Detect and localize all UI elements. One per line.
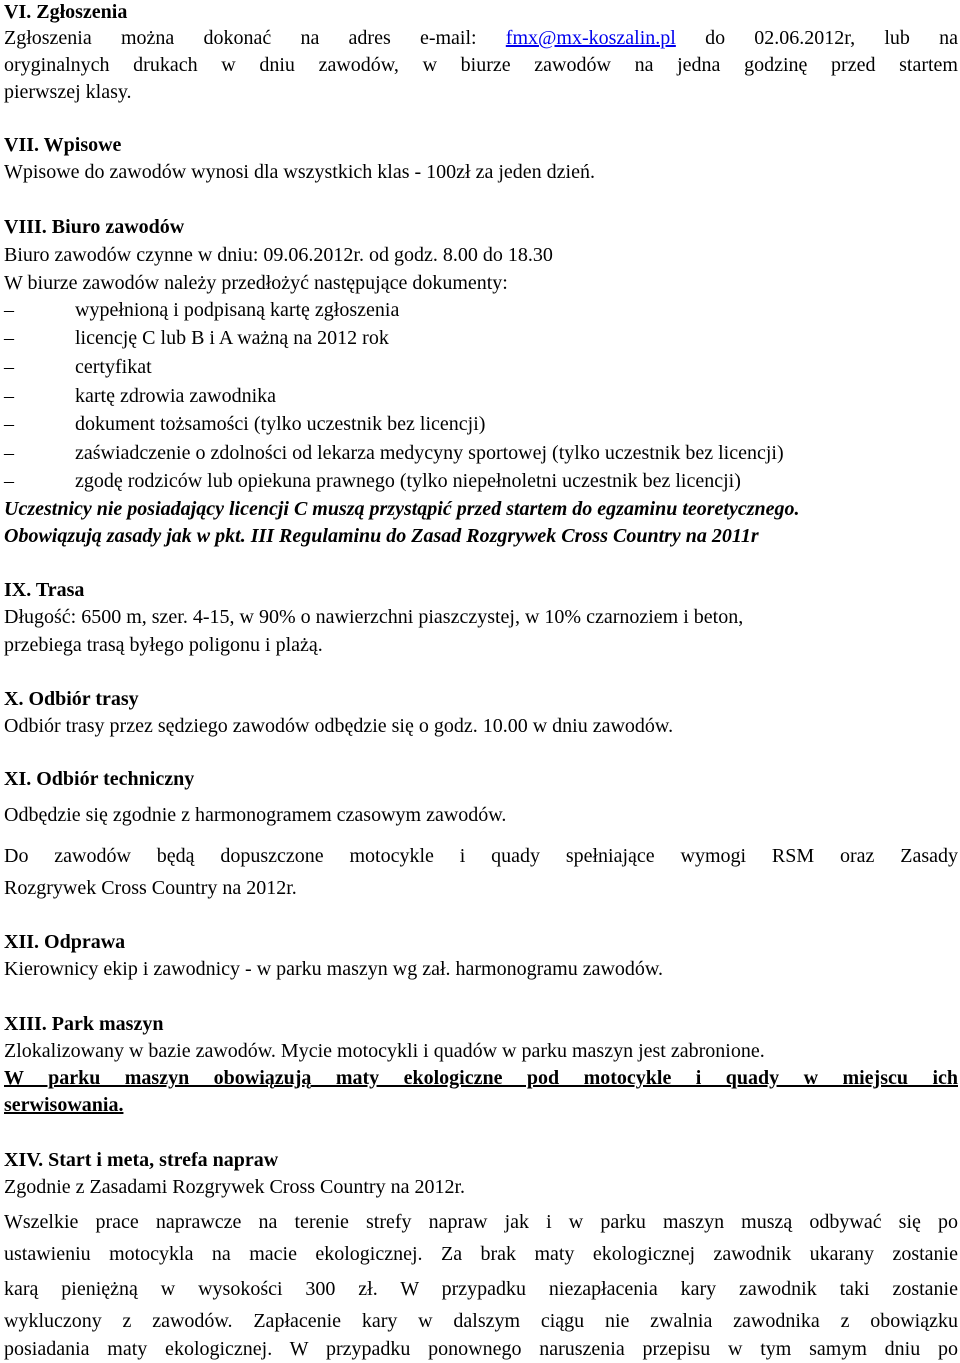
paragraph-line: Do zawodów będą dopuszczone motocykle i quady spełniające wymogi RSM oraz Zasady <box>4 845 958 867</box>
list-bullet: – <box>4 442 14 464</box>
paragraph-line <box>4 26 958 50</box>
paragraph-line: Kierownicy ekip i zawodnicy - w parku maszyn wg zał. harmonogramu zawodów. <box>4 958 664 980</box>
list-item: dokument tożsamości (tylko uczestnik bez licencji) <box>75 413 486 435</box>
emphasis-line: serwisowania. <box>4 1094 124 1116</box>
list-item: certyfikat <box>75 356 152 378</box>
paragraph-line: Odbędzie się zgodnie z harmonogramem czasowym zawodów. <box>4 804 507 826</box>
note-line: Obowiązują zasady jak w pkt. III Regulaminu do Zasad Rozgrywek Cross Country na 2011r <box>4 525 759 547</box>
paragraph-line: ustawieniu motocykla na macie ekologicznej. Za brak maty ekologicznej zawodnik ukarany zostanie <box>4 1243 958 1265</box>
paragraph-line: wykluczony z zawodów. Zapłacenie kary w dalszym ciągu nie zwalnia zawodnika z obowiązku <box>4 1310 958 1332</box>
list-bullet: – <box>4 356 14 378</box>
list-item: kartę zdrowia zawodnika <box>75 385 277 407</box>
list-bullet: – <box>4 327 14 349</box>
section-heading-wpisowe: VII. Wpisowe <box>4 134 122 156</box>
note-line: Uczestnicy nie posiadający licencji C muszą przystąpić przed startem do egzaminu teoretycznego. <box>4 498 800 520</box>
section-heading-odprawa: XII. Odprawa <box>4 931 126 953</box>
paragraph-line: Zlokalizowany w bazie zawodów. Mycie motocykli i quadów w parku maszyn jest zabronione. <box>4 1040 765 1062</box>
paragraph-line: Zgodnie z Zasadami Rozgrywek Cross Country na 2012r. <box>4 1176 466 1198</box>
list-item: licencję C lub B i A ważną na 2012 rok <box>75 327 389 349</box>
paragraph-line: oryginalnych drukach w dniu zawodów, w biurze zawodów na jedna godzinę przed startem <box>4 54 958 76</box>
section-heading-start-meta: XIV. Start i meta, strefa napraw <box>4 1149 279 1171</box>
paragraph-line: pierwszej klasy. <box>4 81 132 103</box>
paragraph-line: karą pieniężną w wysokości 300 zł. W przypadku niezapłacenia kary zawodnik taki zostanie <box>4 1278 958 1300</box>
list-item: zaświadczenie o zdolności od lekarza medycyny sportowej (tylko uczestnik bez licencji) <box>75 442 784 464</box>
emphasis-line: W parku maszyn obowiązują maty ekologiczne pod motocykle i quady w miejscu ich <box>4 1067 958 1089</box>
paragraph-line: przebiega trasą byłego poligonu i plażą. <box>4 634 323 656</box>
section-heading-zgloszenia: VI. Zgłoszenia <box>4 1 128 23</box>
section-heading-park-maszyn: XIII. Park maszyn <box>4 1013 164 1035</box>
paragraph-line: Rozgrywek Cross Country na 2012r. <box>4 877 297 899</box>
list-bullet: – <box>4 385 14 407</box>
list-item: wypełnioną i podpisaną kartę zgłoszenia <box>75 299 400 321</box>
paragraph-line: Biuro zawodów czynne w dniu: 09.06.2012r. od godz. 8.00 do 18.30 <box>4 244 553 266</box>
list-item: zgodę rodziców lub opiekuna prawnego (tylko niepełnoletni uczestnik bez licencji) <box>75 470 741 492</box>
list-bullet: – <box>4 470 14 492</box>
list-bullet: – <box>4 413 14 435</box>
section-heading-biuro: VIII. Biuro zawodów <box>4 216 185 238</box>
section-heading-odbior-trasy: X. Odbiór trasy <box>4 688 139 710</box>
paragraph-line: Wpisowe do zawodów wynosi dla wszystkich klas - 100zł za jeden dzień. <box>4 161 595 183</box>
text-span: do 02.06.2012r, lub na <box>705 27 959 49</box>
email-link[interactable]: fmx@mx-koszalin.pl <box>505 27 676 49</box>
section-heading-odbior-techniczny: XI. Odbiór techniczny <box>4 768 195 790</box>
paragraph-line: Wszelkie prace naprawcze na terenie strefy napraw jak i w parku maszyn muszą odbywać się po <box>4 1211 958 1233</box>
paragraph-line: posiadania maty ekologicznej. W przypadku ponownego naruszenia przepisu w tym samym dniu po <box>4 1338 958 1360</box>
paragraph-line: W biurze zawodów należy przedłożyć następujące dokumenty: <box>4 272 508 294</box>
paragraph-line: Długość: 6500 m, szer. 4-15, w 90% o nawierzchni piaszczystej, w 10% czarnoziem i beton, <box>4 606 744 628</box>
section-heading-trasa: IX. Trasa <box>4 579 85 601</box>
paragraph-line: Odbiór trasy przez sędziego zawodów odbędzie się o godz. 10.00 w dniu zawodów. <box>4 715 674 737</box>
list-bullet: – <box>4 299 14 321</box>
text-span: Zgłoszenia można dokonać na adres e-mail: <box>4 27 477 49</box>
